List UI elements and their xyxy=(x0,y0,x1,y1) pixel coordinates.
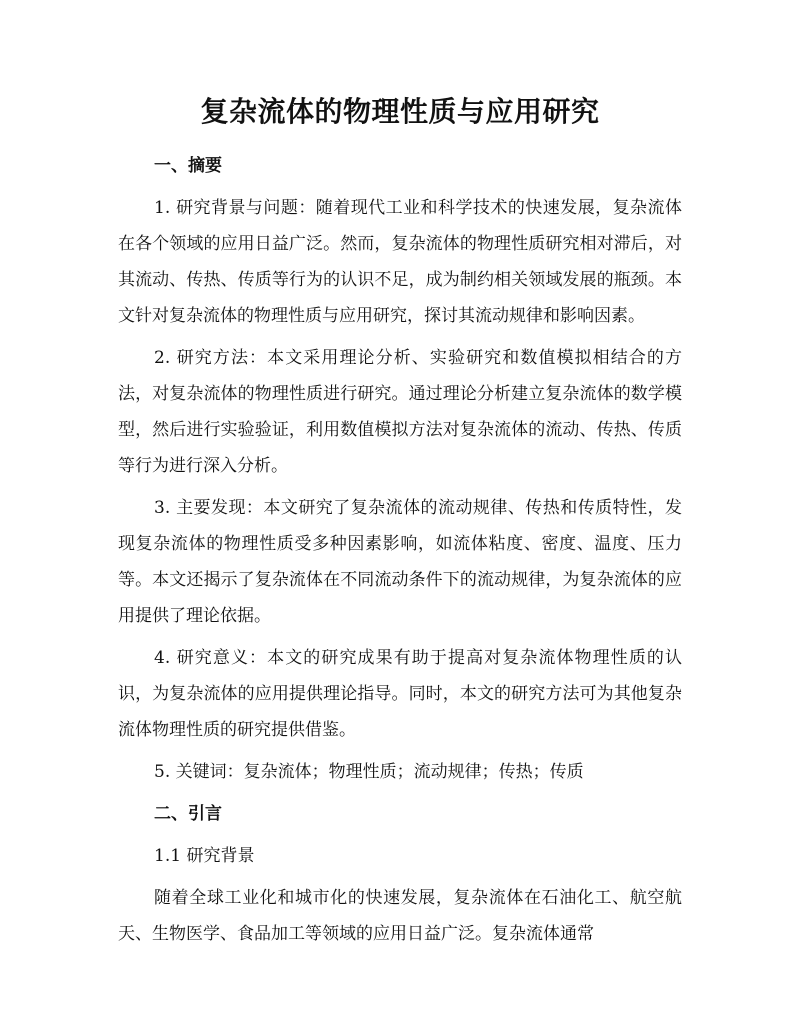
section-heading-introduction: 二、引言 xyxy=(154,804,222,824)
abstract-paragraph-1: 1. 研究背景与问题：随着现代工业和科学技术的快速发展，复杂流体在各个领域的应用日益广泛。然而，复杂流体的物理性质研究相对滞后，对其流动、传热、传质等行为的认识不足，成为制约相关领域发展的瓶颈。本文针对复杂流体的物理性质与应用研究，探讨其流动规律和影响因素。 xyxy=(118,198,682,326)
introduction-paragraph: 随着全球工业化和城市化的快速发展，复杂流体在石油化工、航空航天、生物医学、食品加工等领域的应用日益广泛。复杂流体通常 xyxy=(118,888,682,944)
document-title: 复杂流体的物理性质与应用研究 xyxy=(200,95,600,128)
section-heading-abstract: 一、摘要 xyxy=(154,156,222,176)
abstract-paragraph-2: 2. 研究方法：本文采用理论分析、实验研究和数值模拟相结合的方法，对复杂流体的物理性质进行研究。通过理论分析建立复杂流体的数学模型，然后进行实验验证，利用数值模拟方法对复杂流体的流动、传热、传质等行为进行深入分析。 xyxy=(118,348,682,476)
abstract-paragraph-3: 3. 主要发现：本文研究了复杂流体的流动规律、传热和传质特性，发现复杂流体的物理性质受多种因素影响，如流体粘度、密度、温度、压力等。本文还揭示了复杂流体在不同流动条件下的流动规律，为复杂流体的应用提供了理论依据。 xyxy=(118,498,682,626)
abstract-keywords: 5. 关键词：复杂流体；物理性质；流动规律；传热；传质 xyxy=(154,762,584,782)
abstract-paragraph-4: 4. 研究意义：本文的研究成果有助于提高对复杂流体物理性质的认识，为复杂流体的应用提供理论指导。同时，本文的研究方法可为其他复杂流体物理性质的研究提供借鉴。 xyxy=(118,648,682,740)
subsection-heading-background: 1.1 研究背景 xyxy=(154,846,255,866)
